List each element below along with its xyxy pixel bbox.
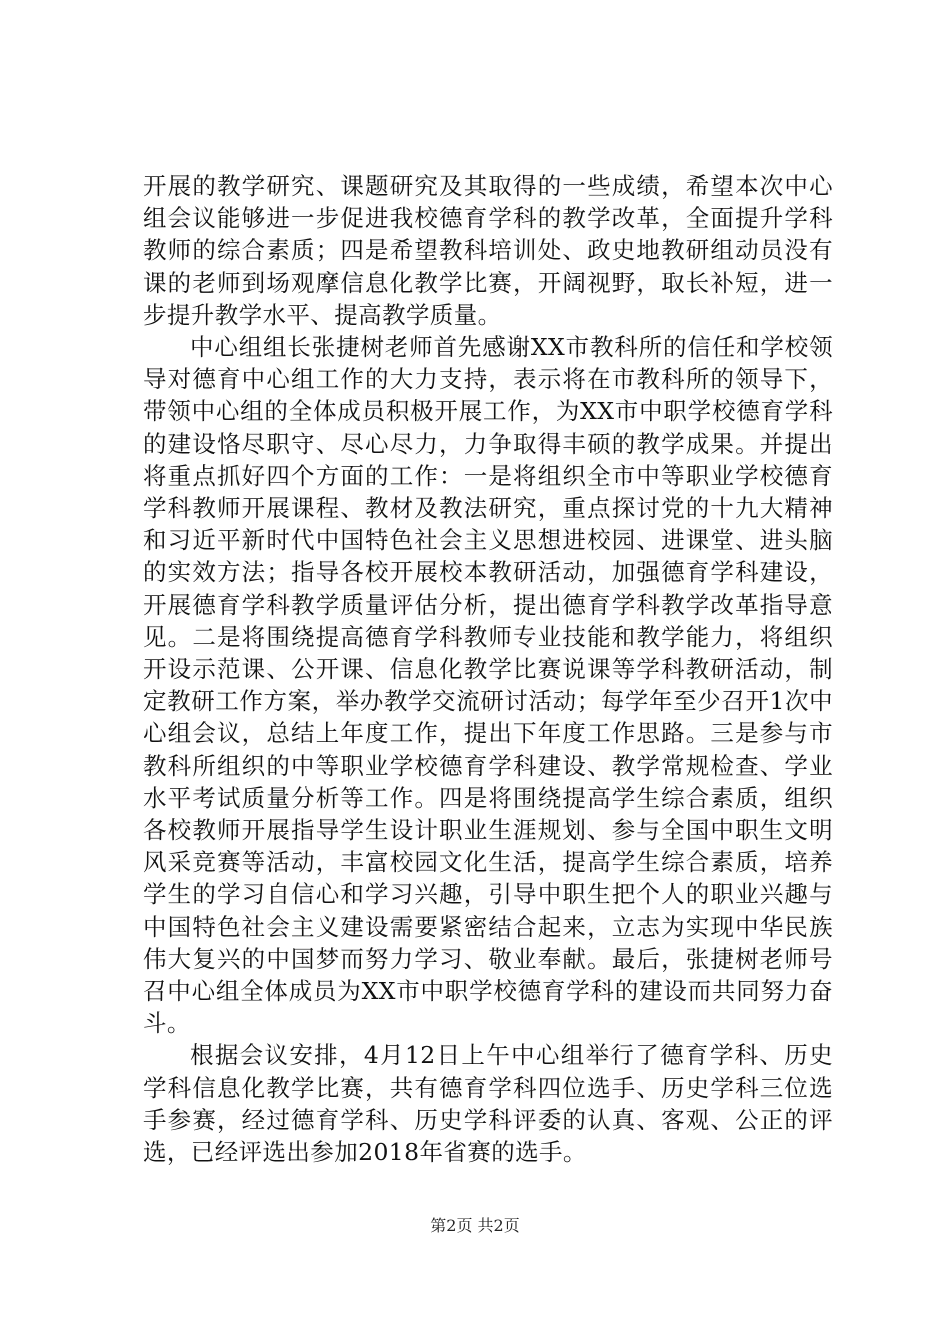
paragraph-competition: 根据会议安排，4月12日上午中心组举行了德育学科、历史学科信息化教学比赛，共有德育学科四位选手、历史学科三位选手参赛，经过德育学科、历史学科评委的认真、客观、公正的评选，已经评选出参加2018年省赛的选手。: [143, 1041, 833, 1167]
document-body: [143, 170, 833, 1168]
page-footer: 第2页 共2页: [430, 1216, 520, 1235]
paragraph-leader-speech: 中心组组长张捷树老师首先感谢XX市教科所的信任和学校领导对德育中心组工作的大力支持，表示将在市教科所的领导下，带领中心组的全体成员积极开展工作，为XX市中职学校德育学科的建设恪尽职守、尽心尽力，力争取得丰硕的教学成果。并提出将重点抓好四个方面的工作：一是将组织全市中等职业学校德育学科教师开展课程、教材及教法研究，重点探讨党的十九大精神和习近平新时代中国特色社会主义思想进校园、进课堂、进头脑的实效方法；指导各校开展校本教研活动，加强德育学科建设，开展德育学科教学质量评估分析，提出德育学科教学改革指导意见。二是将围绕提高德育学科教师专业技能和教学能力，将组织开设示范课、公开课、信息化教学比赛说课等学科教研活动，制定教研工作方案，举办教学交流研讨活动；每学年至少召开1次中心组会议，总结上年度工作，提出下年度工作思路。三是参与市教科所组织的中等职业学校德育学科建设、教学常规检查、学业水平考试质量分析等工作。四是将围绕提高学生综合素质，组织各校教师开展指导学生设计职业生涯规划、参与全国中职生文明风采竞赛等活动，丰富校园文化生活，提高学生综合素质，培养学生的学习自信心和学习兴趣，引导中职生把个人的职业兴趣与中国特色社会主义建设需要紧密结合起来，立志为实现中华民族伟大复兴的中国梦而努力学习、敬业奉献。最后，张捷树老师号召中心组全体成员为XX市中职学校德育学科的建设而共同努力奋斗。: [143, 333, 833, 1038]
paragraph-continued: 开展的教学研究、课题研究及其取得的一些成绩，希望本次中心组会议能够进一步促进我校德育学科的教学改革，全面提升学科教师的综合素质；四是希望教科培训处、政史地教研组动员没有课的老师到场观摩信息化教学比赛，开阔视野，取长补短，进一步提升教学水平、提高教学质量。: [143, 172, 833, 329]
